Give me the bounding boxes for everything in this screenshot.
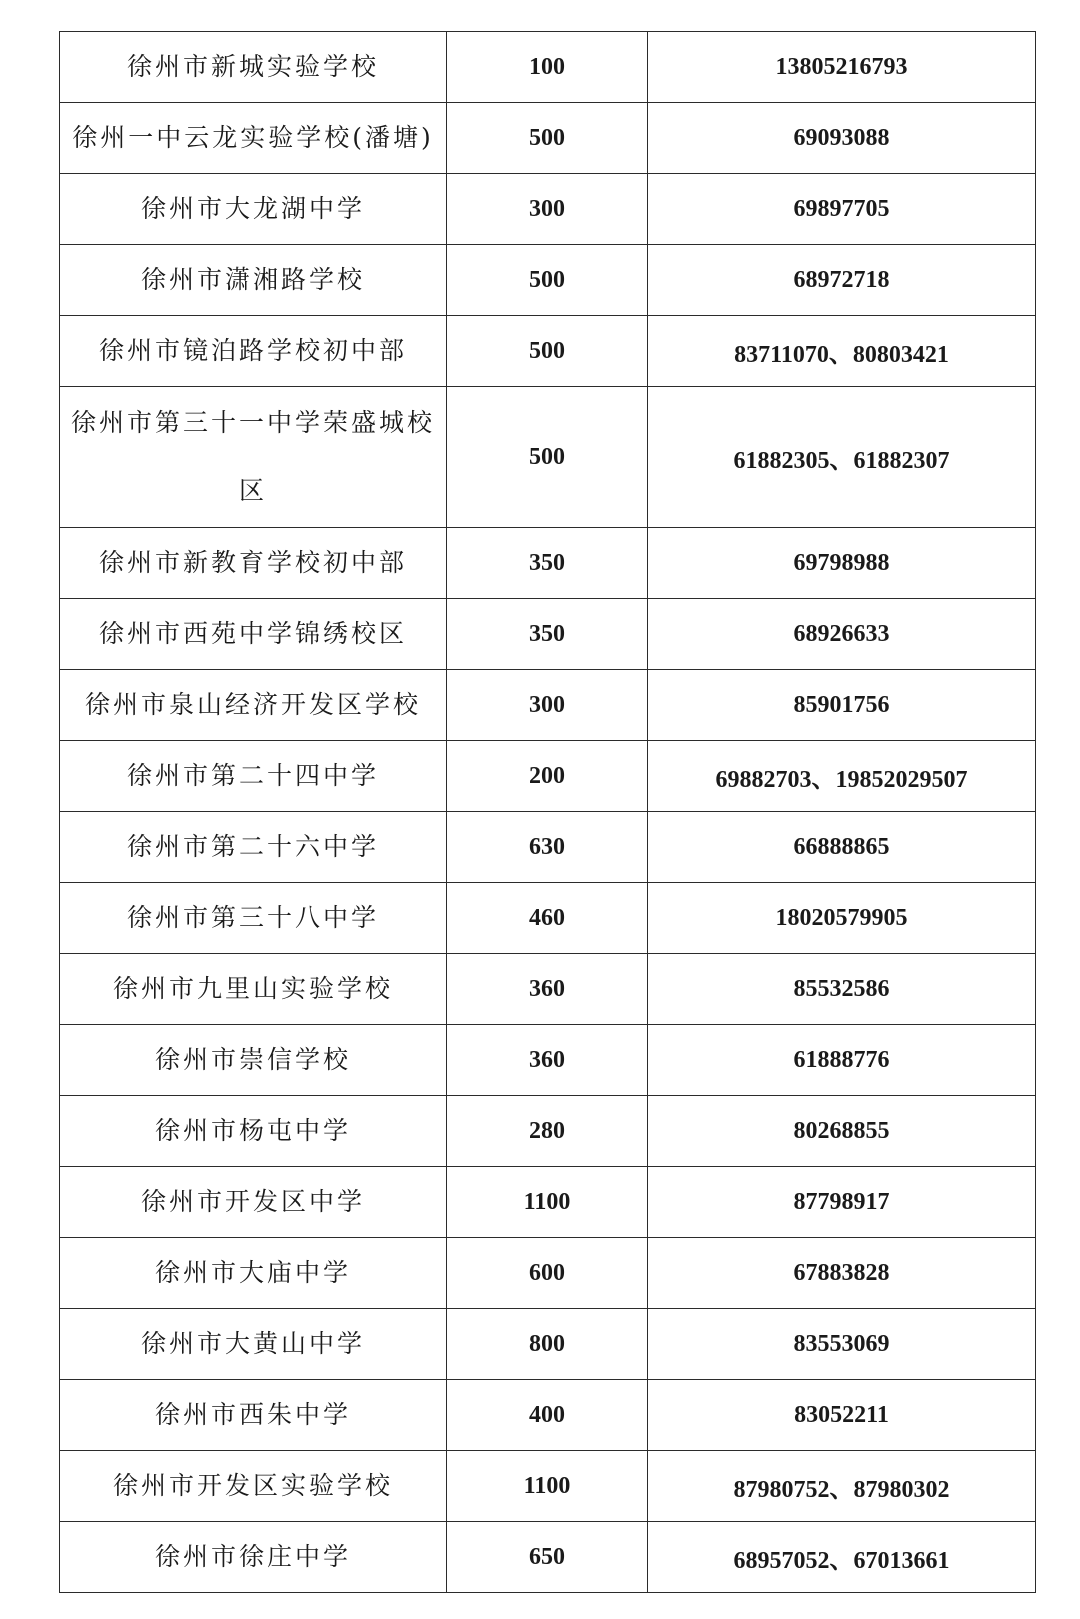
quota-cell: 1100 — [447, 1167, 648, 1238]
school-name-cell: 徐州市崇信学校 — [60, 1025, 447, 1096]
phone-cell: 18020579905 — [648, 883, 1036, 954]
phone-cell: 69882703、19852029507 — [648, 741, 1036, 812]
phone-cell: 68926633 — [648, 599, 1036, 670]
quota-cell: 1100 — [447, 1451, 648, 1522]
school-name-cell: 徐州市开发区中学 — [60, 1167, 447, 1238]
phone-cell: 85532586 — [648, 954, 1036, 1025]
school-name-cell: 徐州市杨屯中学 — [60, 1096, 447, 1167]
phone-cell: 69798988 — [648, 528, 1036, 599]
phone-cell: 80268855 — [648, 1096, 1036, 1167]
quota-cell: 100 — [447, 32, 648, 103]
quota-cell: 350 — [447, 528, 648, 599]
table-row — [60, 103, 1036, 174]
quota-cell: 360 — [447, 954, 648, 1025]
school-name-cell: 徐州市西朱中学 — [60, 1380, 447, 1451]
quota-cell: 500 — [447, 316, 648, 387]
quota-cell: 630 — [447, 812, 648, 883]
school-name-cell: 徐州市徐庄中学 — [60, 1522, 447, 1593]
school-name-cell: 徐州市大黄山中学 — [60, 1309, 447, 1380]
quota-cell: 360 — [447, 1025, 648, 1096]
table-row — [60, 1096, 1036, 1167]
quota-cell: 650 — [447, 1522, 648, 1593]
table-row — [60, 1238, 1036, 1309]
school-name-cell: 徐州市泉山经济开发区学校 — [60, 670, 447, 741]
quota-cell: 460 — [447, 883, 648, 954]
quota-cell: 500 — [447, 245, 648, 316]
school-name-cell: 徐州市潇湘路学校 — [60, 245, 447, 316]
quota-cell: 300 — [447, 670, 648, 741]
school-name-cell: 徐州一中云龙实验学校(潘塘) — [60, 103, 447, 174]
school-name-cell: 徐州市西苑中学锦绣校区 — [60, 599, 447, 670]
quota-cell: 500 — [447, 103, 648, 174]
school-name-cell: 徐州市第二十四中学 — [60, 741, 447, 812]
table-row — [60, 1025, 1036, 1096]
table-row — [60, 174, 1036, 245]
school-name-cell: 徐州市新城实验学校 — [60, 32, 447, 103]
school-name-cell: 徐州市开发区实验学校 — [60, 1451, 447, 1522]
phone-cell: 61882305、61882307 — [648, 387, 1036, 528]
table-row — [60, 245, 1036, 316]
phone-cell: 66888865 — [648, 812, 1036, 883]
quota-cell: 300 — [447, 174, 648, 245]
quota-cell: 500 — [447, 387, 648, 528]
phone-cell: 85901756 — [648, 670, 1036, 741]
table-row — [60, 1522, 1036, 1593]
table-row — [60, 599, 1036, 670]
table-row — [60, 741, 1036, 812]
table-row — [60, 387, 1036, 528]
quota-cell: 350 — [447, 599, 648, 670]
quota-cell: 200 — [447, 741, 648, 812]
table-row — [60, 1309, 1036, 1380]
phone-cell: 68957052、67013661 — [648, 1522, 1036, 1593]
school-name-cell: 徐州市大庙中学 — [60, 1238, 447, 1309]
school-name-cell: 徐州市新教育学校初中部 — [60, 528, 447, 599]
phone-cell: 83553069 — [648, 1309, 1036, 1380]
school-name-cell: 徐州市九里山实验学校 — [60, 954, 447, 1025]
table-row — [60, 1451, 1036, 1522]
table-row — [60, 316, 1036, 387]
phone-cell: 13805216793 — [648, 32, 1036, 103]
school-name-cell: 徐州市镜泊路学校初中部 — [60, 316, 447, 387]
school-table-body — [60, 32, 1036, 1593]
phone-cell: 69897705 — [648, 174, 1036, 245]
table-row — [60, 883, 1036, 954]
phone-cell: 68972718 — [648, 245, 1036, 316]
quota-cell: 400 — [447, 1380, 648, 1451]
table-row — [60, 1167, 1036, 1238]
school-table — [59, 31, 1036, 1593]
table-row — [60, 528, 1036, 599]
table-row — [60, 954, 1036, 1025]
school-name-cell: 徐州市第三十一中学荣盛城校区 — [60, 387, 447, 528]
phone-cell: 87798917 — [648, 1167, 1036, 1238]
table-row — [60, 32, 1036, 103]
table-row — [60, 812, 1036, 883]
school-name-cell: 徐州市大龙湖中学 — [60, 174, 447, 245]
phone-cell: 83052211 — [648, 1380, 1036, 1451]
table-row — [60, 1380, 1036, 1451]
quota-cell: 600 — [447, 1238, 648, 1309]
table-row — [60, 670, 1036, 741]
school-name-cell: 徐州市第三十八中学 — [60, 883, 447, 954]
quota-cell: 800 — [447, 1309, 648, 1380]
phone-cell: 83711070、80803421 — [648, 316, 1036, 387]
school-name-cell: 徐州市第二十六中学 — [60, 812, 447, 883]
phone-cell: 69093088 — [648, 103, 1036, 174]
phone-cell: 67883828 — [648, 1238, 1036, 1309]
phone-cell: 87980752、87980302 — [648, 1451, 1036, 1522]
phone-cell: 61888776 — [648, 1025, 1036, 1096]
quota-cell: 280 — [447, 1096, 648, 1167]
